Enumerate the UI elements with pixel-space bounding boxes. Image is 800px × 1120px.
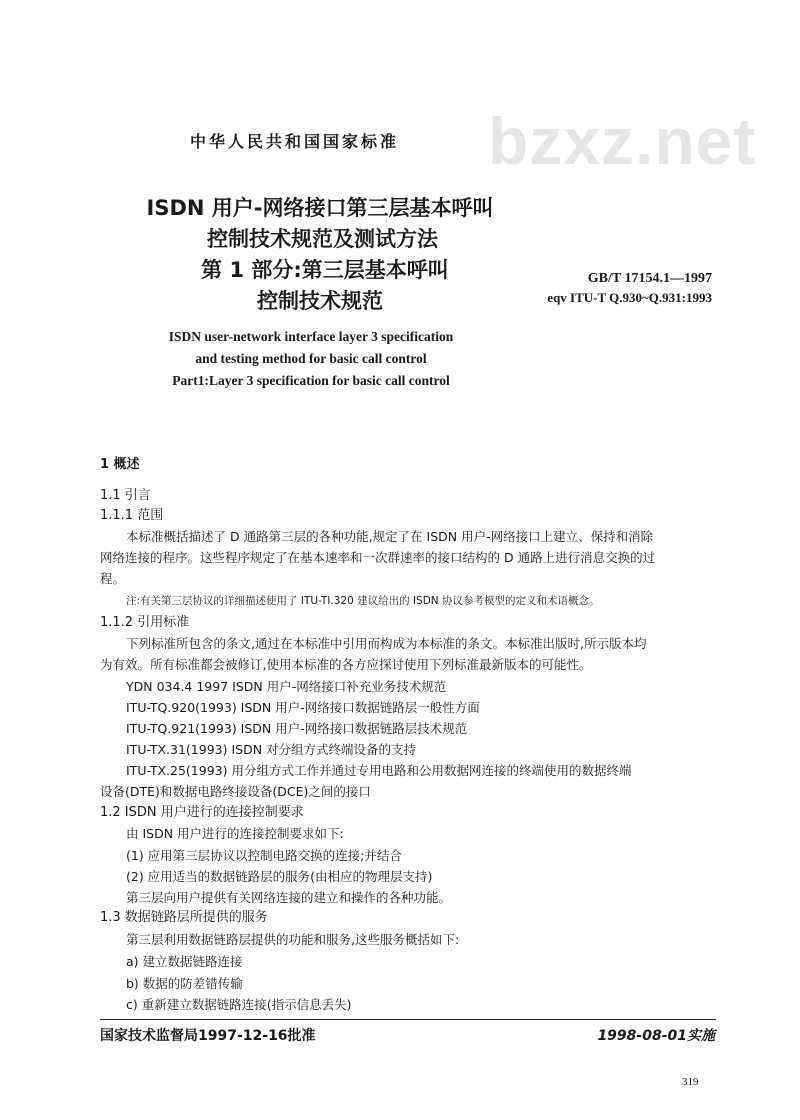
paragraph: 程。 [100, 571, 126, 586]
note: 注:有关第三层协议的详细描述使用了 ITU-TI.320 建议给出的 ISDN 协议参考模型的定义和术语概念。 [126, 595, 600, 607]
list-item: (1) 应用第三层协议以控制电路交换的连接;并结合 [126, 848, 402, 863]
paragraph: 第三层利用数据链路层提供的功能和服务,这些服务概括如下: [126, 932, 460, 947]
reference-item: ITU-TQ.921(1993) ISDN 用户-网络接口数据链路层技术规范 [126, 721, 468, 736]
national-standard-label: 中华人民共和国国家标准 [190, 132, 400, 151]
list-item: b) 数据的防差错传输 [126, 976, 243, 991]
reference-item: ITU-TQ.920(1993) ISDN 用户-网络接口数据链路层一般性方面 [126, 700, 480, 715]
section-1-1-1-heading: 1.1.1 范围 [100, 508, 164, 523]
section-1-2-heading: 1.2 ISDN 用户进行的连接控制要求 [100, 805, 304, 820]
paragraph: 本标准概括描述了 D 通路第三层的各种功能,规定了在 ISDN 用户-网络接口上建立、保持和消除 [126, 529, 654, 544]
paragraph: 第三层向用户提供有关网络连接的建立和操作的各种功能。 [126, 890, 452, 905]
section-1-1-2-heading: 1.1.2 引用标准 [100, 615, 190, 630]
section-1-3-heading: 1.3 数据链路层所提供的服务 [100, 910, 268, 925]
english-title: and testing method for basic call control [195, 351, 427, 366]
list-item: c) 重新建立数据链路连接(指示信息丢失) [126, 997, 352, 1012]
section-1-heading: 1 概述 [100, 457, 140, 472]
reference-item-continued: 设备(DTE)和数据电路终接设备(DCE)之间的接口 [100, 784, 371, 799]
approval-date: 国家技术监督局1997-12-16批准 [100, 1028, 316, 1044]
list-item: (2) 应用适当的数据链路层的服务(由相应的物理层支持) [126, 869, 433, 884]
paragraph: 由 ISDN 用户进行的连接控制要求如下: [126, 826, 344, 841]
title-line: 控制技术规范及测试方法 [207, 227, 438, 251]
reference-item: ITU-TX.31(1993) ISDN 对分组方式终端设备的支持 [126, 742, 417, 757]
paragraph: 为有效。所有标准都会被修订,使用本标准的各方应探讨使用下列标准最新版本的可能性。 [100, 657, 592, 672]
footer-divider [100, 1019, 716, 1020]
section-1-1-heading: 1.1 引言 [100, 488, 151, 503]
title-line: ISDN 用户-网络接口第三层基本呼叫 [146, 196, 494, 220]
english-title: Part1:Layer 3 specification for basic call control [172, 373, 450, 388]
paragraph: 网络连接的程序。这些程序规定了在基本速率和一次群速率的接口结构的 D 通路上进行消息交换的过 [100, 550, 656, 565]
reference-item: YDN 034.4 1997 ISDN 用户-网络接口补充业务技术规范 [126, 679, 447, 694]
title-line: 控制技术规范 [257, 289, 383, 313]
page-number: 319 [682, 1076, 699, 1088]
english-title: ISDN user-network interface layer 3 specification [168, 329, 454, 344]
paragraph: 下列标准所包含的条文,通过在本标准中引用而构成为本标准的条文。本标准出版时,所示版本均 [126, 636, 647, 651]
equivalent-standard: eqv ITU-T Q.930~Q.931:1993 [547, 290, 712, 305]
title-line: 第 1 部分:第三层基本呼叫 [201, 258, 449, 282]
standard-code: GB/T 17154.1—1997 [587, 271, 712, 286]
effective-date: 1998-08-01实施 [597, 1028, 715, 1044]
watermark: bzxz.net [488, 104, 757, 178]
reference-item: ITU-TX.25(1993) 用分组方式工作并通过专用电路和公用数据网连接的终端使用的数据终端 [126, 763, 632, 778]
list-item: a) 建立数据链路连接 [126, 954, 243, 969]
